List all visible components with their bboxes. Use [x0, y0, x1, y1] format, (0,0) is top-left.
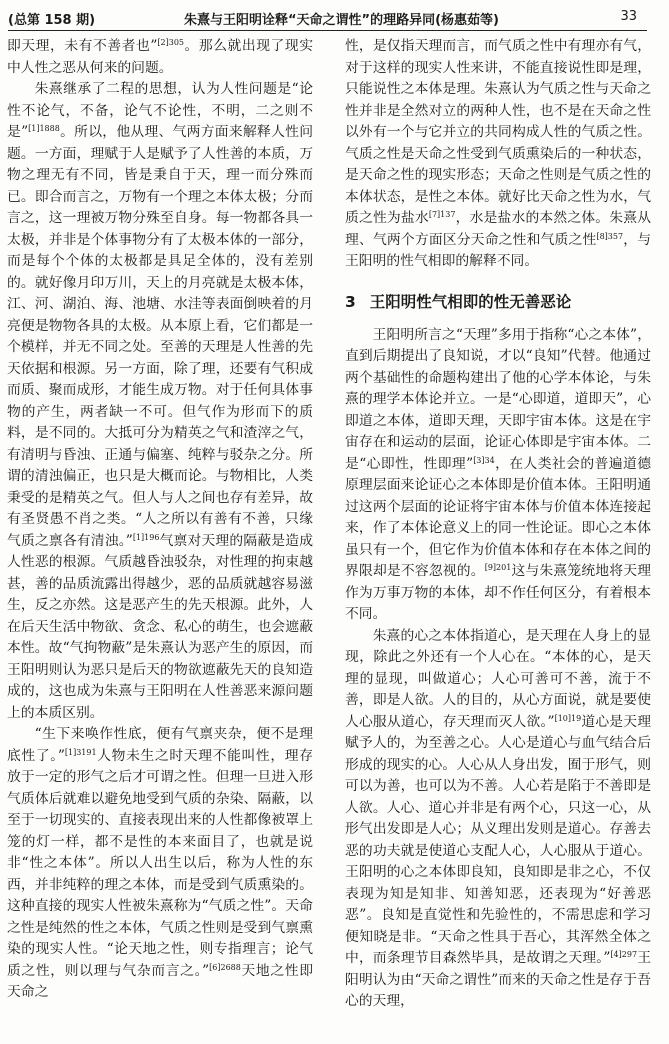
citation-marker: [10]19	[554, 713, 582, 723]
paragraph-text: 性，是仅指天理而言，而气质之性中有理亦有气，对于这样的现实人性来讲，不能直接说性即是理，只能说性之本体是理。朱熹认为气质之性与天命之性并非是全然对立的两种人性，也不是在天命之性以外有一个与它并立的共同构成人性的气质之性。气质之性是天命之性受到气质熏染后的一种状态，是天命之性的现实形态；天命之性则是气质之性的本体状态，是性之本体。就好比天命之性为水，气质之性为盐水	[345, 38, 651, 226]
paragraph-text: 即天理，未有不善者也”	[7, 38, 158, 54]
running-header	[8, 6, 647, 31]
left-column	[7, 36, 313, 1004]
citation-marker: [3]34	[473, 455, 495, 465]
paragraph-text: 朱熹的心之本体指道心，是天理在人身上的显现，除此之外还有一个人心在。“本体的心，是天理的显现，叫做道心；人心可善可不善，流于不善，即是人欲。人的目的，从心方面说，就是要使人心服从道心，存天理而灭人欲。”	[345, 627, 651, 730]
paragraph-text: 道心是天理赋予人的，为至善之心。人心是道心与血气结合后形成的现实的心。人心从人身出发，囿于形气，则可以为善，也可以为不善。人心若是陷于不善即是人欲。人心、道心并非是有两个心，只这一心，从形气出发即是人心；从义理出发则是道心。存善去恶的功夫就是使道心支配人心，人心服从于道心。王阳明的心之本体即良知，良知即是非之心，不仅表现为知是知非、知善知恶，还表现为“好善恶恶”。良知是直觉性和先验性的，不需思虑和学习便知晓是非。“天命之性具于吾心，其浑然全体之中，而条理节目森然毕具，是故谓之天理。”	[345, 713, 652, 966]
paragraph-text: ，与王阳明的性气相即的解释不同。	[345, 231, 652, 269]
citation-marker: [1]196	[132, 532, 160, 542]
citation-marker: [6]2688	[209, 962, 241, 972]
citation-marker: [7]137	[428, 210, 456, 219]
paragraph-text: 。那么就出现了现实中人性之恶从何来的问题。	[7, 38, 313, 76]
paragraph-text: “生下来唤作性底，便有气禀夹杂，便不是理底性了。”	[7, 726, 313, 764]
paragraph	[7, 724, 313, 1004]
section-heading	[345, 291, 651, 313]
paragraph	[345, 36, 651, 273]
citation-marker: [4]297	[610, 950, 638, 959]
section-number: 3	[345, 292, 356, 311]
paragraph	[7, 79, 313, 724]
issue-number: (总第 158 期)	[8, 13, 96, 28]
paragraph	[345, 325, 651, 626]
paragraph-text: 人物未生之时天理不能叫性，理存放于一定的形气之后才可谓之性。但理一旦进入形气质体后就难以避免地受到气质的杂染、隔蔽，以至于一切现实的、直接表现出来的人性都像被罩上笼的灯一样，都不是性的本来面目了，也就是说非“性之本体”。所以人出生以后，称为人性的东西，并非纯粹的理之本体，而是受到气质熏染的。这种直接的现实人性被朱熹称为“气质之性”。天命之性是纯然的性之本体，气质之性则是受到气禀熏染的现实人性。“论天地之性，则专指理言；论气质之性，则以理与气杂而言之。”	[7, 747, 314, 979]
paragraph	[7, 36, 313, 79]
citation-marker: [1]1888	[28, 124, 60, 133]
paragraph-text: 王阳明所言之“天理”多用于指称“心之本体”，直到后期提出了良知说，才以“良知”代替。他通过两个基础性的命题构建出了他的心学本体论，与朱熹的理学本体论并立。一是“心即道，道即天”，心即道之本体，道即天理，天即宇宙本体。这是在宇宙存在和运动的层面，论证心体即是宇宙本体。二是“心即性，性即理”	[345, 326, 651, 472]
article-title: 朱熹与王阳明诠释“天命之谓性”的理路异同(杨惠茹等)	[184, 13, 499, 28]
paragraph-text: 。所以，他从理、气两方面来解释人性问题。一方面，理赋于人是赋予了人性善的本质，万物之理无有不同，皆是秉自于天，理一而分殊而已。即合而言之，万物有一个理之本体太极；分而言之，这一理被万物分殊至自身。每一物都各具一太极，并非是个体事物分有了太极本体的一部分，而是每个个体的太极都是具足全体的，没有差别的。就好像月印万川，天上的月亮就是太极本体，江、河、湖泊、海、池塘、水洼等表面倒映着的月亮便是物物各具的太极。从本原上看，它们都是一个模样，并无不同之处。至善的天理是人性善的先天依据和根源。另一方面，除了理，还要有气积成而质、聚而成形，才能生成万物。对于任何具体事物的产生，两者缺一不可。但气作为形而下的质料，是不同的。大抵可分为精英之气和渣滓之气，有清明与昏浊、正通与偏塞、纯粹与驳杂之分。所谓的清浊偏正，也只是大概而论。与物相比，人类秉受的是精英之气。但人与人之间也存有差异，故有圣贤愚不肖之类。“人之所以有善有不善，只缘气质之禀各有清浊。”	[7, 124, 313, 549]
paragraph-text: 这与朱熹笼统地将天理作为万事万物的本体，却不作任何区分，有着根本不同。	[345, 563, 652, 622]
citation-marker: [8]357	[596, 231, 624, 241]
citation-marker: [2]305	[157, 38, 184, 47]
paragraph-text: 天地之性即天命之	[7, 962, 314, 1000]
paragraph	[345, 626, 651, 1013]
paragraph-text: 王阳明认为由“天命之谓性”而来的天命之性是存于吾心的天理，	[345, 950, 652, 1009]
section-title: 王阳明性气相即的性无善恶论	[369, 292, 572, 311]
citation-marker: [1]3191	[64, 747, 97, 757]
paragraph-text: ，水是盐水的本然之体。朱熹从理、气两个方面区分天命之性和气质之性	[345, 210, 652, 248]
paragraph-text: 气禀对天理的隔蔽是造成人性恶的根源。气质越昏浊驳杂，对性理的拘束越甚，善的品质流露出得越少，恶的品质就越容易滋生，反之亦然。这是恶产生的先天根源。此外，人在后天生活中物欲、贪念、私心的萌生，也会遮蔽本性。故“气拘物蔽”是朱熹认为恶产生的原因，而王阳明则认为恶只是后天的物欲遮蔽先天的良知造成的，这也成为朱熹与王阳明在人性善恶来源问题上的本质区别。	[7, 532, 314, 721]
page-number: 33	[620, 9, 637, 24]
paragraph-text: ，在人类社会的普遍道德原理层面来论证心之本体即是价值本体。王阳明通过这两个层面的论证将宇宙本体与价值本体连接起来，作了本体论意义上的同一性论证。即心之本体虽只有一个，但它作为价值本体和存在本体之间的界限却是不容忽视的。	[345, 455, 651, 579]
right-column	[345, 36, 651, 1013]
citation-marker: [9]201	[484, 563, 512, 572]
paragraph-text: 朱熹继承了二程的思想，认为人性问题是“论性不论气，不备，论气不论性，不明，二之则不是”	[7, 81, 313, 140]
